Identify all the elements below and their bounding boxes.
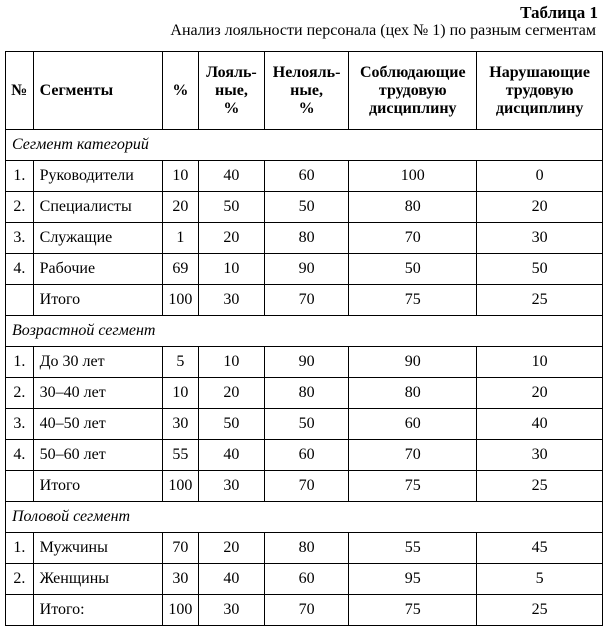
- cell-num: 3.: [6, 409, 34, 440]
- cell-pct: 10: [162, 378, 198, 409]
- cell-comply: 55: [349, 533, 477, 564]
- cell-violate: 10: [477, 347, 603, 378]
- cell-comply: 90: [349, 347, 477, 378]
- cell-pct: 1: [162, 223, 198, 254]
- table-number: Таблица 1: [520, 3, 598, 22]
- cell-pct: 55: [162, 440, 198, 471]
- header-loyal: Лояль- ные, %: [199, 52, 265, 130]
- cell-name: Рабочие: [33, 254, 162, 285]
- cell-violate: 25: [477, 285, 603, 316]
- cell-comply: 80: [349, 378, 477, 409]
- cell-num: [6, 285, 34, 316]
- cell-disloyal: 70: [264, 471, 349, 502]
- section-label: Половой сегмент: [6, 502, 603, 533]
- table-row: [6, 595, 603, 626]
- cell-violate: 45: [477, 533, 603, 564]
- cell-disloyal: 70: [264, 285, 349, 316]
- cell-violate: 50: [477, 254, 603, 285]
- cell-name: 50–60 лет: [33, 440, 162, 471]
- cell-loyal: 30: [199, 471, 265, 502]
- cell-violate: 5: [477, 564, 603, 595]
- header-segments: Сегменты: [33, 52, 162, 130]
- table-row: [6, 471, 603, 502]
- cell-comply: 70: [349, 223, 477, 254]
- cell-name: Итого: [33, 285, 162, 316]
- cell-loyal: 30: [199, 285, 265, 316]
- cell-pct: 100: [162, 595, 198, 626]
- header-comply: Соблюдающие трудовую дисциплину: [349, 52, 477, 130]
- cell-violate: 30: [477, 440, 603, 471]
- header-violate: Нарушающие трудовую дисциплину: [477, 52, 603, 130]
- cell-comply: 70: [349, 440, 477, 471]
- cell-loyal: 10: [199, 347, 265, 378]
- cell-comply: 75: [349, 285, 477, 316]
- table-row: [6, 378, 603, 409]
- cell-loyal: 20: [199, 533, 265, 564]
- cell-num: [6, 471, 34, 502]
- cell-violate: 25: [477, 471, 603, 502]
- cell-name: Итого:: [33, 595, 162, 626]
- cell-disloyal: 50: [264, 192, 349, 223]
- cell-num: 3.: [6, 223, 34, 254]
- cell-name: Женщины: [33, 564, 162, 595]
- cell-num: [6, 595, 34, 626]
- cell-comply: 60: [349, 409, 477, 440]
- cell-violate: 20: [477, 378, 603, 409]
- section-label: Возрастной сегмент: [6, 316, 603, 347]
- cell-pct: 10: [162, 161, 198, 192]
- cell-name: Итого: [33, 471, 162, 502]
- table-caption: Анализ лояльности персонала (цех № 1) по разным сегментам: [170, 22, 596, 39]
- table-row: [6, 409, 603, 440]
- cell-violate: 40: [477, 409, 603, 440]
- cell-disloyal: 50: [264, 409, 349, 440]
- cell-name: Руководители: [33, 161, 162, 192]
- table-row: [6, 533, 603, 564]
- cell-loyal: 10: [199, 254, 265, 285]
- loyalty-table: [5, 51, 603, 626]
- header-disloyal: Нелояль- ные, %: [264, 52, 349, 130]
- table-row: [6, 285, 603, 316]
- cell-comply: 50: [349, 254, 477, 285]
- cell-pct: 70: [162, 533, 198, 564]
- cell-disloyal: 60: [264, 161, 349, 192]
- table-row: [6, 161, 603, 192]
- cell-comply: 95: [349, 564, 477, 595]
- cell-violate: 0: [477, 161, 603, 192]
- cell-num: 4.: [6, 254, 34, 285]
- section-row: [6, 502, 603, 533]
- table-row: [6, 564, 603, 595]
- cell-num: 1.: [6, 533, 34, 564]
- cell-loyal: 40: [199, 161, 265, 192]
- header-percent: %: [162, 52, 198, 130]
- cell-num: 2.: [6, 378, 34, 409]
- cell-name: 30–40 лет: [33, 378, 162, 409]
- section-row: [6, 316, 603, 347]
- cell-pct: 100: [162, 471, 198, 502]
- cell-disloyal: 90: [264, 254, 349, 285]
- header-row: [6, 52, 603, 130]
- cell-loyal: 20: [199, 223, 265, 254]
- cell-disloyal: 80: [264, 223, 349, 254]
- section-label: Сегмент категорий: [6, 130, 603, 161]
- cell-name: Служащие: [33, 223, 162, 254]
- table-row: [6, 347, 603, 378]
- cell-disloyal: 90: [264, 347, 349, 378]
- cell-name: До 30 лет: [33, 347, 162, 378]
- cell-loyal: 30: [199, 595, 265, 626]
- cell-disloyal: 70: [264, 595, 349, 626]
- cell-pct: 30: [162, 564, 198, 595]
- cell-disloyal: 60: [264, 564, 349, 595]
- cell-comply: 80: [349, 192, 477, 223]
- header-number: №: [6, 52, 34, 130]
- cell-num: 4.: [6, 440, 34, 471]
- cell-pct: 100: [162, 285, 198, 316]
- cell-name: 40–50 лет: [33, 409, 162, 440]
- cell-pct: 30: [162, 409, 198, 440]
- cell-disloyal: 80: [264, 378, 349, 409]
- cell-num: 2.: [6, 192, 34, 223]
- table-row: [6, 223, 603, 254]
- cell-num: 1.: [6, 161, 34, 192]
- cell-loyal: 40: [199, 440, 265, 471]
- cell-pct: 69: [162, 254, 198, 285]
- cell-comply: 100: [349, 161, 477, 192]
- table-row: [6, 192, 603, 223]
- cell-disloyal: 80: [264, 533, 349, 564]
- cell-num: 1.: [6, 347, 34, 378]
- cell-name: Специалисты: [33, 192, 162, 223]
- cell-violate: 30: [477, 223, 603, 254]
- cell-pct: 5: [162, 347, 198, 378]
- table-row: [6, 254, 603, 285]
- cell-violate: 25: [477, 595, 603, 626]
- cell-disloyal: 60: [264, 440, 349, 471]
- table-body: [6, 130, 603, 626]
- cell-loyal: 50: [199, 192, 265, 223]
- section-row: [6, 130, 603, 161]
- table-row: [6, 440, 603, 471]
- cell-loyal: 20: [199, 378, 265, 409]
- cell-comply: 75: [349, 595, 477, 626]
- cell-pct: 20: [162, 192, 198, 223]
- cell-name: Мужчины: [33, 533, 162, 564]
- cell-loyal: 50: [199, 409, 265, 440]
- cell-violate: 20: [477, 192, 603, 223]
- cell-comply: 75: [349, 471, 477, 502]
- cell-num: 2.: [6, 564, 34, 595]
- cell-loyal: 40: [199, 564, 265, 595]
